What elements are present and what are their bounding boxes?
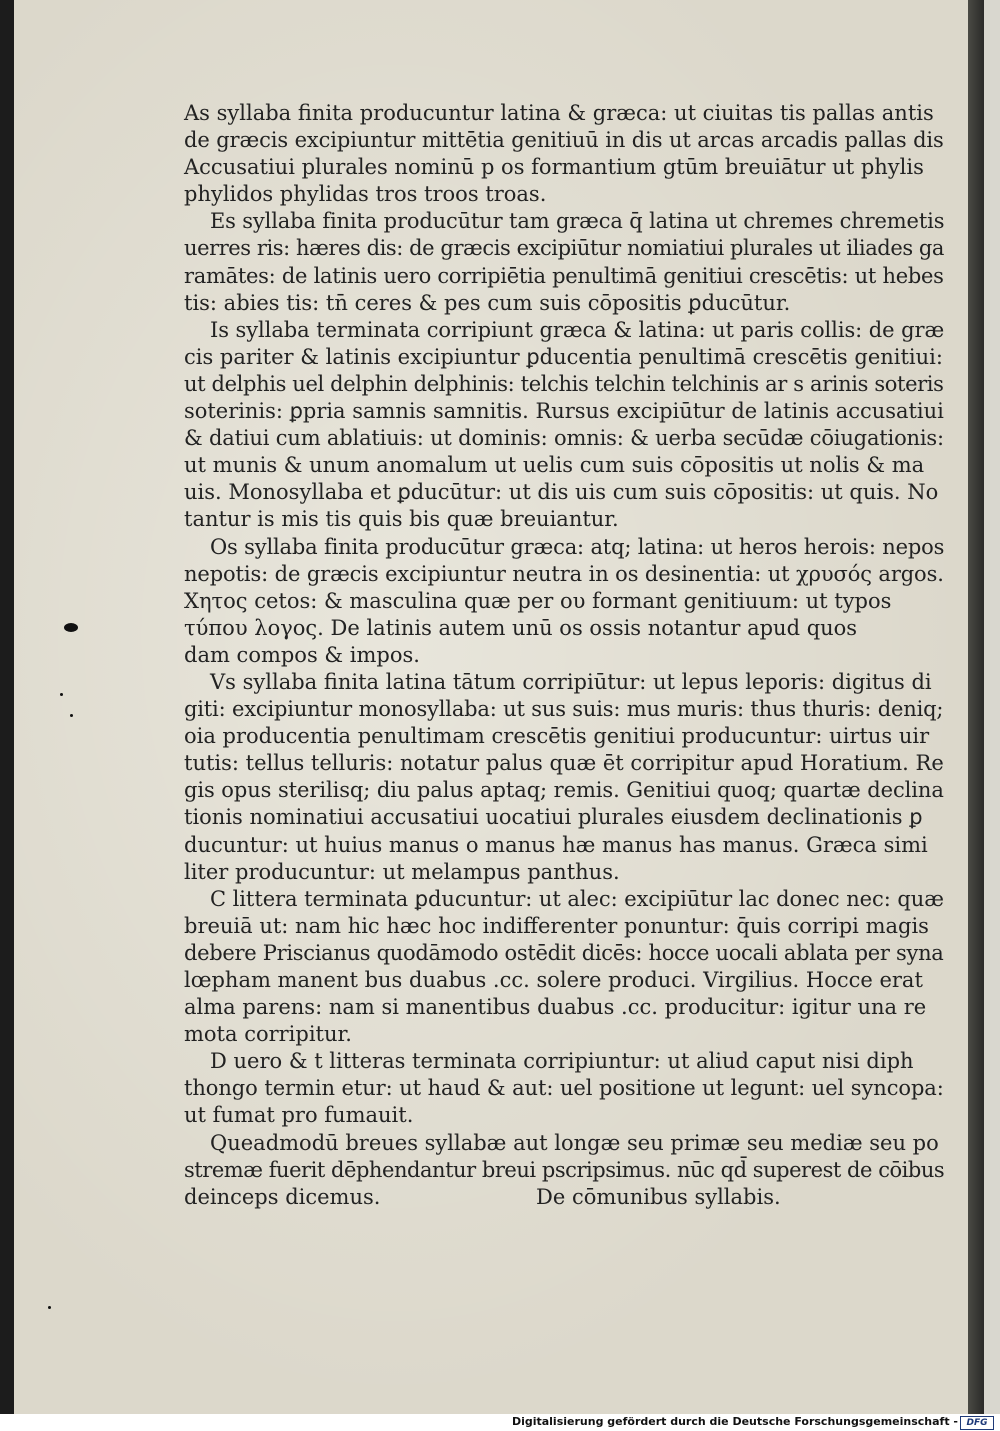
text-line: & datiui cum ablatiuis: ut dominis: omnis: & uerba secūdæ cōiugationis: <box>184 426 944 451</box>
ink-speck <box>48 1306 51 1309</box>
text-line: Queadmodū breues syllabæ aut longæ seu primæ seu mediæ seu po <box>210 1130 939 1155</box>
text-line: phylidos phylidas tros troos troas. <box>184 182 547 207</box>
text-line: liter producuntur: ut melampus panthus. <box>184 859 620 884</box>
text-line: giti: excipiuntur monosyllaba: ut sus suis: mus muris: thus thuris: deniq; <box>184 697 944 722</box>
text-line: As syllaba finita producuntur latina & græca: ut ciuitas tis pallas antis <box>184 101 934 125</box>
text-line: ramātes: de latinis uero corripiētia penultimā genitiui crescētis: ut hebes <box>184 263 944 288</box>
text-line: cis pariter & latinis excipiuntur ꝑducentia penultimā crescētis genitiui: <box>184 344 943 369</box>
text-line: tis: abies tis: tn̄ ceres & pes cum suis cōpositis ꝑducūtur. <box>184 290 791 315</box>
text-line: Os syllaba finita producūtur græca: atq; latina: ut heros herois: nepos <box>210 534 945 559</box>
text-line: Vs syllaba finita latina tātum corripiūtur: ut lepus leporis: digitus di <box>210 669 932 694</box>
ink-speck <box>60 693 63 696</box>
text-line: Es syllaba finita producūtur tam græca q̄ latina ut chremes chremetis <box>209 209 945 234</box>
closing-line <box>184 1184 944 1211</box>
section-heading: De cōmunibus syllabis. <box>536 1184 781 1209</box>
text-line: τύπου λογος. De latinis autem unū os ossis notantur apud quos <box>184 615 858 640</box>
text-line: stremæ fuerit dēphendantur breui pscripsimus. nūc qd̄ superest de cōibus <box>184 1157 945 1182</box>
text-line: mota corripitur. <box>184 1022 352 1047</box>
text-line: tantur is mis tis quis bis quæ breuiantur. <box>184 507 619 532</box>
text-line: ut delphis uel delphin delphinis: telchis telchin telchinis ar s arinis soteris <box>184 371 944 396</box>
text-line: debere Priscianus quodāmodo ostēdit dicēs: hocce uocali ablata per syna <box>184 940 944 965</box>
dfg-logo: DFG <box>960 1416 994 1430</box>
text-line: Χητος cetos: & masculina quæ per ου formant genitiuum: ut typos <box>184 588 892 613</box>
body-text <box>184 100 944 1211</box>
text-line: lœpham manent bus duabus .cc. solere produci. Virgilius. Hocce erat <box>184 968 923 992</box>
ink-speck <box>70 714 73 717</box>
text-line: Accusatiui plurales nominū p os formantium gtūm breuiātur ut phylis <box>184 155 924 180</box>
text-line: uerres ris: hæres dis: de græcis excipiūtur nomiatiui plurales ut iliades ga <box>184 236 945 261</box>
text-line: de græcis excipiuntur mittētia genitiuū in dis ut arcas arcadis pallas dis <box>184 128 944 153</box>
page-edge-shadow <box>968 0 984 1414</box>
text-line: alma parens: nam si manentibus duabus .cc. producitur: igitur una re <box>184 995 927 1020</box>
text-line: C littera terminata ꝑducuntur: ut alec: excipiūtur lac donec nec: quæ <box>210 886 944 911</box>
text-line: Is syllaba terminata corripiunt græca & latina: ut paris collis: de græ <box>210 317 945 342</box>
text-line: soterinis: ꝑpria samnis samnitis. Rursus excipiūtur de latinis accusatiui <box>184 399 944 424</box>
text-line: D uero & t litteras terminata corripiuntur: ut aliud caput nisi diph <box>210 1049 914 1074</box>
footer-bar <box>0 1414 1000 1431</box>
scan-margin-strip <box>984 0 1000 1414</box>
text-line: uis. Monosyllaba et ꝑducūtur: ut dis uis cum suis cōpositis: ut quis. No <box>184 480 939 505</box>
text-line: tionis nominatiui accusatiui uocatiui plurales eiusdem declinationis ꝑ <box>184 805 923 830</box>
text-line: tutis: tellus telluris: notatur palus quæ ēt corripitur apud Horatium. Re <box>184 751 944 776</box>
funding-credit: Digitalisierung gefördert durch die Deutsche Forschungsgemeinschaft - <box>511 1415 958 1428</box>
text-line: nepotis: de græcis excipiuntur neutra in os desinentia: ut χρυσός argos. <box>184 561 944 586</box>
text-line: breuiā ut: nam hic hæc hoc indifferenter ponuntur: q̄uis corripi magis <box>184 913 929 938</box>
text-line: ut munis & unum anomalum ut uelis cum suis cōpositis ut nolis & ma <box>184 453 925 478</box>
closing-text: deinceps dicemus. <box>184 1184 381 1209</box>
ink-blot <box>64 623 78 632</box>
text-line: dam compos & impos. <box>184 642 420 667</box>
text-line: ut fumat pro fumauit. <box>184 1103 414 1128</box>
text-line: thongo termin etur: ut haud & aut: uel positione ut legunt: uel syncopa: <box>184 1076 944 1101</box>
text-line: oia producentia penultimam crescētis genitiui producuntur: uirtus uir <box>184 724 930 749</box>
text-line: gis opus sterilisq; diu palus aptaq; remis. Genitiui quoq; quartæ declina <box>184 778 944 803</box>
text-line: ducuntur: ut huius manus o manus hæ manus has manus. Græca simi <box>184 832 928 857</box>
